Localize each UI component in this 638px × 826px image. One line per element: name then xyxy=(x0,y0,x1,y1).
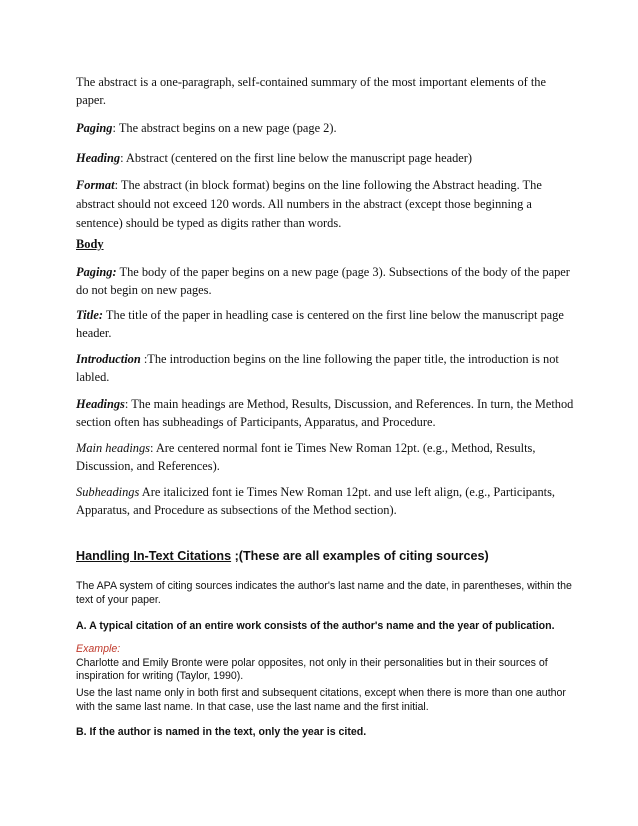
body-subheadings-label: Subheadings xyxy=(76,485,140,499)
abstract-format-paragraph xyxy=(76,176,576,233)
citations-rule-a xyxy=(76,620,576,634)
body-introduction-label: Introduction xyxy=(76,352,141,366)
abstract-paging-text: : The abstract begins on a new page (page 2). xyxy=(112,121,337,135)
body-main-headings-text: : Are centered normal font ie Times New Roman 12pt. (e.g., Method, Results, Discussion, and References). xyxy=(76,441,536,473)
citations-rule-a-text: A. A typical citation of an entire work consists of the author's name and the year of publication. xyxy=(76,620,555,632)
abstract-intro-text: The abstract is a one-paragraph, self-contained summary of the most important elements of the paper. xyxy=(76,75,546,107)
citations-example-text: Charlotte and Emily Bronte were polar opposites, not only in their personalities but in their sources of inspiration for writing (Taylor, 1990). xyxy=(76,656,548,682)
body-subheadings-paragraph xyxy=(76,483,576,519)
citations-example-label: Example: xyxy=(76,643,121,655)
abstract-heading-paragraph xyxy=(76,149,576,167)
body-paging-label: Paging: xyxy=(76,265,117,279)
body-introduction-text: :The introduction begins on the line following the paper title, the introduction is not labled. xyxy=(76,352,559,384)
abstract-format-label: Format xyxy=(76,178,115,192)
citations-intro-text: The APA system of citing sources indicates the author's last name and the date, in parentheses, within the text of your paper. xyxy=(76,580,572,606)
body-section-heading xyxy=(76,235,576,253)
citations-rule-b-text: B. If the author is named in the text, only the year is cited. xyxy=(76,726,367,738)
body-introduction-paragraph xyxy=(76,350,576,386)
abstract-format-text: : The abstract (in block format) begins on the line following the Abstract heading. The abstract should not exceed 120 words. All numbers in the abstract (except those beginning a sentence) should be typed as digits rather than words. xyxy=(76,178,542,230)
body-main-headings-paragraph xyxy=(76,439,576,475)
citations-last-name-paragraph xyxy=(76,687,576,714)
citations-last-name-text: Use the last name only in both first and subsequent citations, except when there is more than one author with the same last name. In that case, use the last name and the first initial. xyxy=(76,687,566,713)
body-heading-text: Body xyxy=(76,237,104,251)
body-headings-paragraph xyxy=(76,395,576,431)
body-subheadings-text: Are italicized font ie Times New Roman 12pt. and use left align, (e.g., Participants, Apparatus, and Procedure as subsections of the Method section). xyxy=(76,485,556,517)
citations-heading-suffix: ;(These are all examples of citing sources) xyxy=(231,549,489,563)
body-paging-paragraph xyxy=(76,263,576,299)
citations-rule-b xyxy=(76,726,576,740)
abstract-paging-label: Paging xyxy=(76,121,113,135)
body-title-text: The title of the paper in headling case is centered on the first line below the manuscript page header. xyxy=(76,308,564,340)
body-paging-text: The body of the paper begins on a new page (page 3). Subsections of the body of the paper do not begin on new pages. xyxy=(76,265,570,297)
abstract-intro-paragraph xyxy=(76,73,576,109)
abstract-heading-text: : Abstract (centered on the first line below the manuscript page header) xyxy=(120,151,473,165)
body-main-headings-label: Main headings xyxy=(76,441,150,455)
citations-heading-title: Handling In-Text Citations xyxy=(76,549,232,563)
citations-intro-paragraph xyxy=(76,580,576,607)
abstract-heading-label: Heading xyxy=(76,151,121,165)
citations-heading xyxy=(76,548,576,564)
abstract-paging-paragraph xyxy=(76,119,576,137)
body-title-paragraph xyxy=(76,306,576,342)
body-headings-label: Headings xyxy=(76,397,125,411)
citations-example-paragraph xyxy=(76,643,576,684)
body-headings-text: : The main headings are Method, Results, Discussion, and References. In turn, the Method section often has subheadings of Participants, Apparatus, and Procedure. xyxy=(76,397,574,429)
body-title-label: Title: xyxy=(76,308,104,322)
